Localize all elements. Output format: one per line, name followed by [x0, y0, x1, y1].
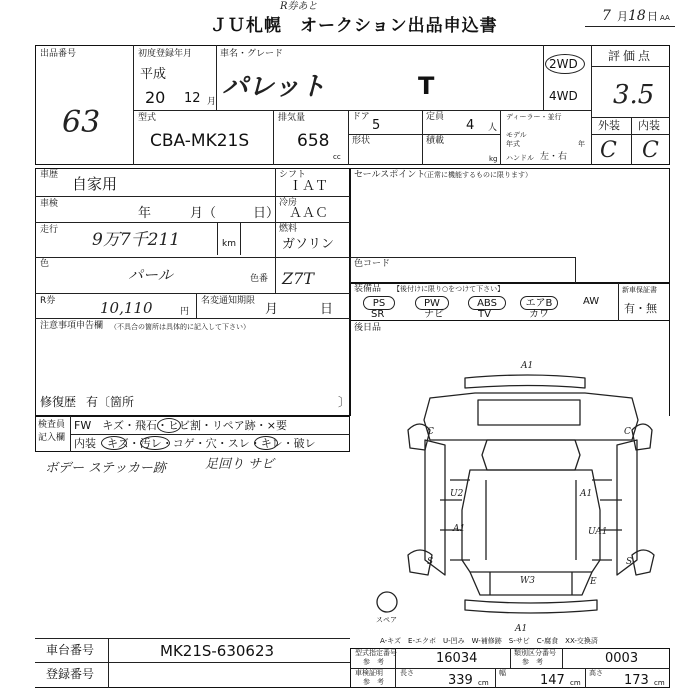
equipment-sub: 【後付けに限り○をつけて下さい】 — [393, 285, 505, 293]
handle-label: ハンドル — [506, 154, 534, 162]
recycle-value: 10,110 — [100, 299, 153, 317]
mileage-value: 9万7千211 — [92, 230, 181, 250]
spare-label: スペア — [376, 616, 397, 624]
date-day-label: 日 — [647, 10, 658, 23]
interior-score: C — [642, 138, 659, 163]
aircon-label: 冷房 — [279, 198, 298, 208]
capacity-value: 4 — [466, 118, 475, 133]
reg-month-suffix: 月 — [207, 97, 217, 107]
width-label: 幅 — [499, 669, 506, 677]
equipment-label: 装備品 — [354, 284, 382, 294]
footer-right-div2 — [510, 648, 511, 668]
shift-label: シフト — [279, 170, 307, 180]
interior-label: 内装 — [638, 119, 660, 132]
mark-front-right: A1 — [580, 489, 593, 499]
shape-label: 形状 — [352, 136, 371, 146]
damage-legend: A-キズ E-エクボ U-凹み W-補修跡 S-サビ C-腐食 XX-交換済 — [380, 637, 598, 645]
sales-point-sub: （正常に機能するものに限ります） — [420, 171, 532, 179]
category-label: 類別区分番号 — [514, 649, 556, 657]
capacity-unit: 人 — [488, 123, 498, 133]
era: 平成 — [140, 67, 167, 82]
width-divider — [585, 668, 586, 688]
width-value: 147 — [540, 673, 565, 688]
mark-rear-right: E — [590, 577, 597, 587]
displacement-unit: cc — [333, 153, 341, 161]
chassis-value: MK21S-630623 — [160, 642, 275, 660]
length-unit: cm — [478, 679, 489, 687]
inspection-label: 車検 — [40, 199, 59, 209]
inspector-row-1: FW キズ・飛石・ヒビ割・リペア跡・×要 — [74, 419, 287, 432]
load-unit: kg — [489, 155, 498, 163]
notes-sub: （不具合の箇所は具体的に記入して下さい） — [110, 323, 250, 331]
date-day: 18 — [628, 8, 646, 24]
color-value: パール — [128, 266, 173, 284]
score-label: 評価点 — [608, 49, 654, 63]
exterior-label: 外装 — [598, 119, 620, 132]
mark-left-side: U2 — [450, 489, 464, 499]
footer-divider — [108, 638, 109, 688]
score-value: 3.5 — [613, 80, 655, 110]
page-title: ＪＵ札幌 オークション出品申込書 — [210, 16, 498, 36]
color-code-num-label: 色番 — [250, 274, 269, 284]
mark-top: A1 — [521, 361, 534, 371]
type-designation-sub: 参 考 — [363, 658, 384, 666]
displacement-value: 658 — [297, 131, 330, 151]
model-value: CBA-MK21S — [150, 131, 250, 151]
model-year-unit: 年 — [578, 140, 585, 148]
equip-ps-label: PS — [372, 298, 386, 309]
mark-wheel-front-left: C — [427, 427, 434, 437]
mark-rear-center: W3 — [520, 576, 535, 586]
handle-options: 左・右 — [540, 152, 568, 162]
inspection-day-label: 日） — [253, 206, 280, 221]
handwritten-header-note: R券あと — [280, 1, 318, 12]
recycle-label: R券 — [40, 296, 56, 306]
reg-year: 20 — [145, 88, 166, 107]
color-label: 色 — [40, 259, 50, 269]
notes-label: 注意事項申告欄 — [40, 321, 104, 331]
model-year-label2: 年式 — [506, 140, 520, 148]
color-code-label: 色コード — [354, 259, 391, 269]
mark-rear-bottom: A1 — [515, 624, 528, 634]
width-unit: cm — [570, 679, 581, 687]
transfer-deadline-month: 月 — [265, 302, 279, 317]
model-year-label1: モデル — [506, 131, 527, 139]
length-label: 長さ — [400, 669, 414, 677]
fuel-value: ガソリン — [282, 237, 335, 252]
chassis-label: 車台番号 — [46, 643, 95, 657]
load-label: 積載 — [426, 136, 445, 146]
warranty-value: 有・無 — [624, 302, 657, 315]
transfer-deadline-label: 名変通知期限 — [201, 296, 256, 306]
inspector-row-2: 内装 キズ・汚レ・コゲ・穴・スレ・キレ・破レ — [74, 437, 316, 450]
height-unit: cm — [654, 679, 665, 687]
car-grade: T — [418, 72, 435, 100]
equip-leather[interactable]: カワ — [529, 309, 549, 320]
displacement-label: 排気量 — [278, 113, 306, 123]
drive-2wd[interactable]: 2WD — [549, 57, 578, 71]
mileage-label: 走行 — [40, 225, 59, 235]
equip-navi[interactable]: ナビ — [424, 309, 444, 320]
hand-note-right: 足回り サビ — [205, 457, 275, 472]
date-month-label: 月 — [617, 10, 628, 23]
footer-top-line — [35, 638, 350, 639]
height-value: 173 — [624, 673, 649, 688]
doors-value: 5 — [372, 118, 381, 133]
lot-label: 出品番号 — [40, 49, 77, 59]
footer-right-div3 — [562, 648, 563, 668]
car-name: パレット — [222, 72, 326, 102]
type-designation-label: 型式指定番号 — [355, 649, 397, 657]
date-suffix: AA — [660, 14, 670, 22]
mark-wheel-rear-right: S — [626, 557, 633, 567]
fuel-label: 燃料 — [279, 224, 298, 234]
later-label: 後日品 — [354, 323, 382, 333]
dealer-label: ディーラー・並行 — [506, 113, 562, 121]
height-label: 高さ — [589, 669, 603, 677]
exterior-score: C — [600, 138, 617, 163]
equip-pw-label: PW — [424, 298, 440, 309]
color-code-value: Z7T — [282, 269, 314, 288]
repair-label: 修復歴 — [40, 395, 77, 409]
first-reg-label: 初度登録年月 — [138, 49, 193, 59]
inspector-label-2: 記入欄 — [38, 433, 66, 443]
repair-value: 有〔箇所 — [86, 395, 135, 409]
warranty-label: 新車保証書 — [622, 286, 657, 294]
capacity-label: 定員 — [426, 112, 445, 122]
type-designation-value: 16034 — [436, 651, 478, 666]
length-value: 339 — [448, 673, 473, 688]
inspector-label-1: 検査員 — [38, 420, 66, 430]
footer-mid-line — [35, 662, 350, 663]
mileage-unit: km — [222, 239, 236, 249]
inspection-year-label: 年 — [138, 206, 152, 221]
history-value: 自家用 — [72, 175, 118, 193]
equip-abs-label: ABS — [477, 298, 497, 309]
date-month: 7 — [602, 8, 611, 24]
model-label: 型式 — [138, 113, 157, 123]
mark-left-door: A1 — [453, 524, 466, 534]
hand-note-left: ボデー ステッカー跡 — [45, 461, 166, 476]
length-divider — [495, 668, 496, 688]
transfer-deadline-day: 日 — [320, 302, 334, 317]
equip-airbag-label: エアB — [525, 298, 553, 309]
car-name-label: 車名・グレード — [220, 49, 284, 59]
cert-label-2: 参 考 — [363, 678, 384, 686]
lot-number: 63 — [62, 105, 101, 140]
equip-tv[interactable]: TV — [478, 309, 491, 320]
doors-label: ドア — [352, 112, 370, 122]
sales-point-label: セールスポイント — [354, 170, 426, 180]
repair-close: 〕 — [338, 395, 351, 409]
mark-right-door: UA1 — [588, 527, 608, 537]
category-sub: 参 考 — [522, 658, 543, 666]
shift-value: ＩＡＴ — [289, 179, 329, 194]
footer-right-mid — [350, 668, 670, 669]
equip-sr[interactable]: SR — [371, 309, 385, 320]
drive-4wd[interactable]: 4WD — [549, 89, 578, 103]
equip-aw[interactable]: AW — [583, 296, 600, 307]
aircon-value: ＡＡＣ — [289, 206, 329, 221]
category-value: 0003 — [605, 651, 639, 666]
inspection-month-label: 月（ — [190, 206, 217, 221]
cert-label-1: 車検証明 — [355, 669, 383, 677]
history-label: 車歴 — [40, 170, 59, 180]
reg-month: 12 — [184, 91, 201, 106]
recycle-unit: 円 — [180, 307, 190, 317]
reg-number-label: 登録番号 — [46, 667, 95, 681]
mark-wheel-front-right: C — [624, 427, 631, 437]
mark-wheel-rear-left: S — [427, 557, 434, 567]
